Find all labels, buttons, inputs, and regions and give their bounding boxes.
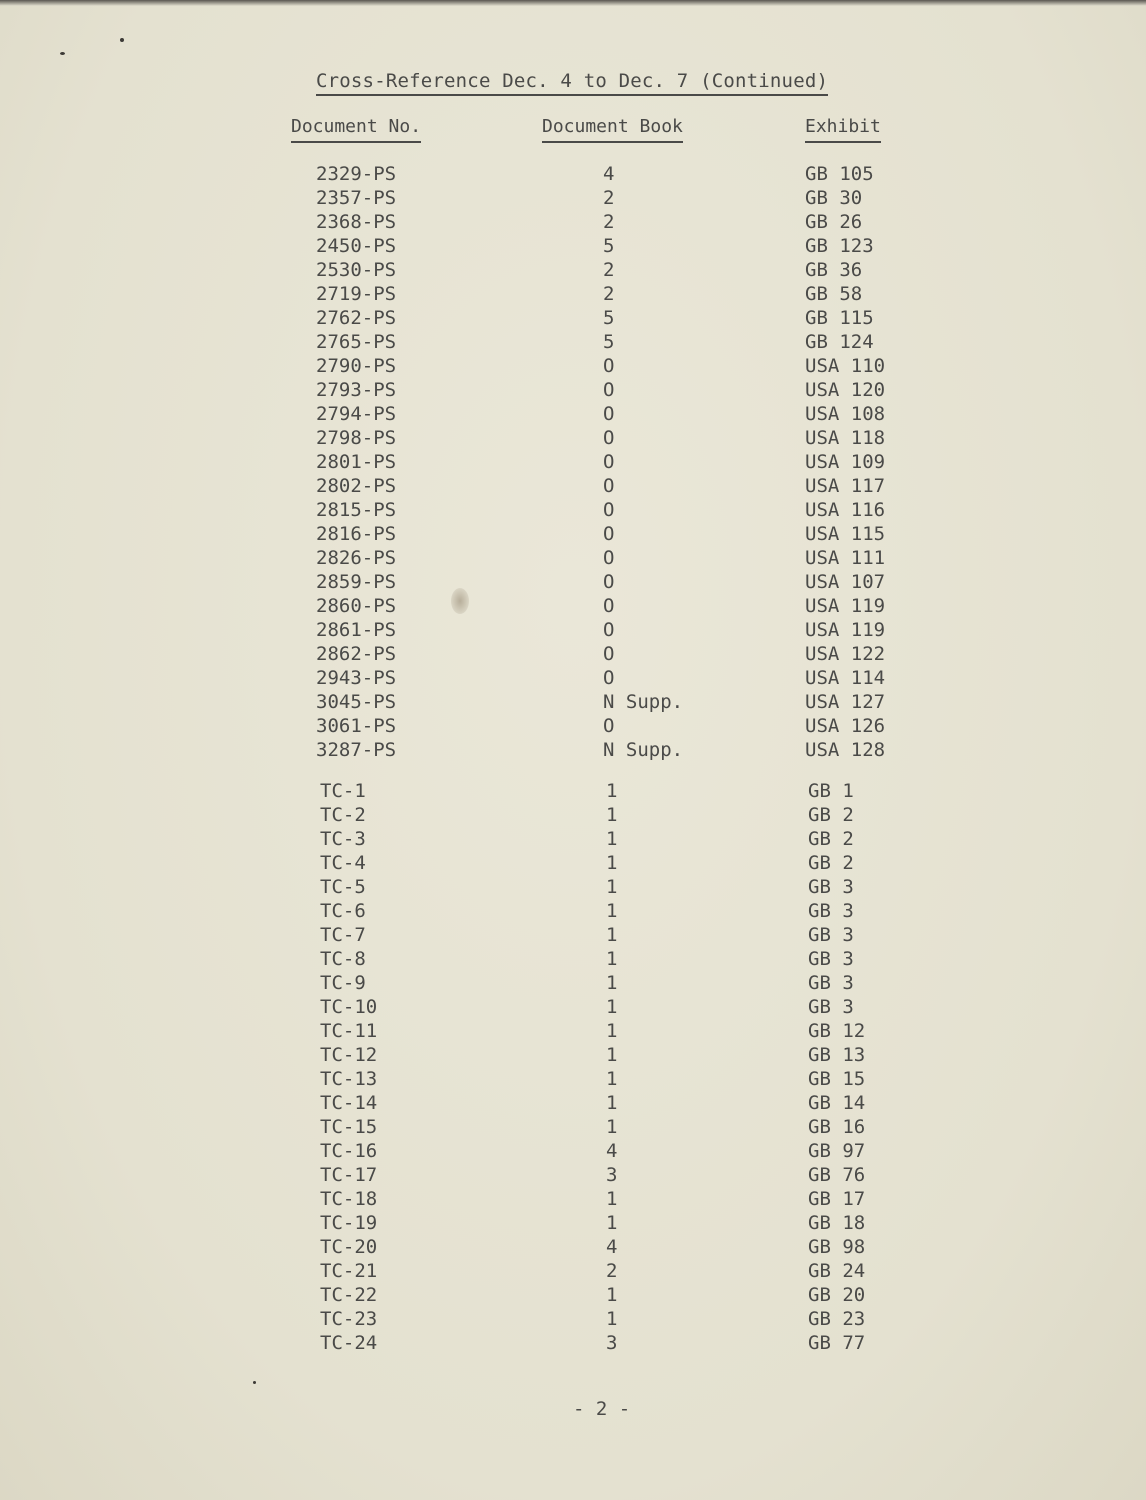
exhibit-cell: USA 118 xyxy=(805,427,886,449)
document-book-cell: 3 xyxy=(606,1332,618,1354)
document-book-cell: 1 xyxy=(606,780,618,802)
table-row xyxy=(0,282,1146,306)
document-no-cell: 2861-PS xyxy=(316,619,397,641)
table-row xyxy=(0,690,1146,714)
document-no-cell: TC-14 xyxy=(320,1092,378,1114)
exhibit-cell: USA 109 xyxy=(805,451,886,473)
exhibit-cell: USA 120 xyxy=(805,379,886,401)
document-book-cell: O xyxy=(603,451,615,473)
table-row xyxy=(0,1211,1146,1235)
exhibit-cell: GB 3 xyxy=(808,972,854,994)
table-row xyxy=(0,947,1146,971)
document-book-cell: 3 xyxy=(606,1164,618,1186)
document-no-cell: 3287-PS xyxy=(316,739,397,761)
document-no-cell: 2826-PS xyxy=(316,547,397,569)
exhibit-cell: GB 98 xyxy=(808,1236,866,1258)
document-no-cell: 2530-PS xyxy=(316,259,397,281)
table-row xyxy=(0,618,1146,642)
exhibit-cell: USA 115 xyxy=(805,523,886,545)
document-book-cell: 1 xyxy=(606,852,618,874)
document-book-cell: 5 xyxy=(603,331,615,353)
document-no-cell: TC-22 xyxy=(320,1284,378,1306)
document-book-cell: O xyxy=(603,427,615,449)
document-no-cell: TC-1 xyxy=(320,780,366,802)
document-no-cell: 2357-PS xyxy=(316,187,397,209)
document-book-cell: 1 xyxy=(606,1092,618,1114)
document-book-cell: 1 xyxy=(606,1284,618,1306)
document-no-cell: TC-11 xyxy=(320,1020,378,1042)
document-no-cell: 2943-PS xyxy=(316,667,397,689)
document-book-cell: N Supp. xyxy=(603,739,684,761)
document-no-cell: 3061-PS xyxy=(316,715,397,737)
table-row xyxy=(0,570,1146,594)
document-no-cell: 2815-PS xyxy=(316,499,397,521)
table-row xyxy=(0,642,1146,666)
table-row xyxy=(0,1259,1146,1283)
exhibit-cell: GB 105 xyxy=(805,163,874,185)
document-book-cell: 1 xyxy=(606,804,618,826)
document-no-cell: TC-10 xyxy=(320,996,378,1018)
document-book-cell: N Supp. xyxy=(603,691,684,713)
document-no-cell: 2862-PS xyxy=(316,643,397,665)
document-no-cell: 2762-PS xyxy=(316,307,397,329)
exhibit-cell: GB 3 xyxy=(808,948,854,970)
document-book-cell: 5 xyxy=(603,235,615,257)
document-no-cell: 3045-PS xyxy=(316,691,397,713)
page-title: Cross-Reference Dec. 4 to Dec. 7 (Continued) xyxy=(316,70,828,96)
document-book-cell: O xyxy=(603,547,615,569)
table-row xyxy=(0,306,1146,330)
exhibit-cell: USA 116 xyxy=(805,499,886,521)
document-no-cell: 2798-PS xyxy=(316,427,397,449)
exhibit-cell: GB 26 xyxy=(805,211,863,233)
table-row xyxy=(0,1043,1146,1067)
table-row xyxy=(0,1067,1146,1091)
table-row xyxy=(0,594,1146,618)
table-row xyxy=(0,827,1146,851)
table-row xyxy=(0,779,1146,803)
header-document-no: Document No. xyxy=(291,116,421,143)
exhibit-cell: GB 123 xyxy=(805,235,874,257)
exhibit-cell: GB 3 xyxy=(808,924,854,946)
exhibit-cell: GB 58 xyxy=(805,283,863,305)
table-row xyxy=(0,738,1146,762)
exhibit-cell: GB 23 xyxy=(808,1308,866,1330)
document-book-cell: 2 xyxy=(603,283,615,305)
document-book-cell: 1 xyxy=(606,828,618,850)
exhibit-cell: GB 115 xyxy=(805,307,874,329)
table-row xyxy=(0,1331,1146,1355)
document-no-cell: TC-17 xyxy=(320,1164,378,1186)
exhibit-cell: GB 3 xyxy=(808,876,854,898)
document-no-cell: TC-23 xyxy=(320,1308,378,1330)
table-row xyxy=(0,402,1146,426)
document-book-cell: O xyxy=(603,403,615,425)
document-no-cell: TC-19 xyxy=(320,1212,378,1234)
table-row xyxy=(0,1139,1146,1163)
exhibit-cell: GB 14 xyxy=(808,1092,866,1114)
document-book-cell: 2 xyxy=(603,187,615,209)
document-book-cell: O xyxy=(603,523,615,545)
exhibit-cell: USA 117 xyxy=(805,475,886,497)
document-book-cell: 1 xyxy=(606,900,618,922)
page-top-edge xyxy=(0,0,1146,6)
exhibit-cell: GB 97 xyxy=(808,1140,866,1162)
exhibit-cell: USA 119 xyxy=(805,619,886,641)
exhibit-cell: USA 114 xyxy=(805,667,886,689)
document-book-cell: 2 xyxy=(603,259,615,281)
exhibit-cell: USA 122 xyxy=(805,643,886,665)
document-book-cell: O xyxy=(603,667,615,689)
table-row xyxy=(0,450,1146,474)
exhibit-cell: GB 18 xyxy=(808,1212,866,1234)
exhibit-cell: USA 108 xyxy=(805,403,886,425)
tc-documents-table xyxy=(0,779,1146,1355)
exhibit-cell: USA 110 xyxy=(805,355,886,377)
table-row xyxy=(0,666,1146,690)
document-no-cell: TC-15 xyxy=(320,1116,378,1138)
document-no-cell: TC-3 xyxy=(320,828,366,850)
document-no-cell: 2329-PS xyxy=(316,163,397,185)
exhibit-cell: GB 2 xyxy=(808,804,854,826)
page-number: - 2 - xyxy=(573,1398,631,1420)
document-no-cell: TC-5 xyxy=(320,876,366,898)
exhibit-cell: USA 128 xyxy=(805,739,886,761)
document-no-cell: 2793-PS xyxy=(316,379,397,401)
document-book-cell: O xyxy=(603,475,615,497)
document-no-cell: TC-7 xyxy=(320,924,366,946)
exhibit-cell: USA 127 xyxy=(805,691,886,713)
table-row xyxy=(0,1115,1146,1139)
document-book-cell: O xyxy=(603,355,615,377)
table-row xyxy=(0,522,1146,546)
document-book-cell: 1 xyxy=(606,1020,618,1042)
document-no-cell: 2765-PS xyxy=(316,331,397,353)
ink-speck xyxy=(253,1381,256,1384)
document-no-cell: TC-21 xyxy=(320,1260,378,1282)
ps-documents-table xyxy=(0,162,1146,762)
document-no-cell: 2719-PS xyxy=(316,283,397,305)
document-no-cell: TC-12 xyxy=(320,1044,378,1066)
document-book-cell: 4 xyxy=(606,1236,618,1258)
exhibit-cell: GB 77 xyxy=(808,1332,866,1354)
table-row xyxy=(0,803,1146,827)
document-book-cell: 1 xyxy=(606,1308,618,1330)
document-book-cell: O xyxy=(603,499,615,521)
document-no-cell: TC-18 xyxy=(320,1188,378,1210)
exhibit-cell: GB 2 xyxy=(808,828,854,850)
document-book-cell: O xyxy=(603,619,615,641)
document-book-cell: 4 xyxy=(603,163,615,185)
exhibit-cell: USA 119 xyxy=(805,595,886,617)
exhibit-cell: GB 3 xyxy=(808,996,854,1018)
table-row xyxy=(0,162,1146,186)
document-no-cell: TC-8 xyxy=(320,948,366,970)
table-row xyxy=(0,923,1146,947)
table-row xyxy=(0,186,1146,210)
table-row xyxy=(0,378,1146,402)
document-book-cell: 2 xyxy=(603,211,615,233)
document-book-cell: 5 xyxy=(603,307,615,329)
table-row xyxy=(0,1163,1146,1187)
table-row xyxy=(0,875,1146,899)
exhibit-cell: GB 1 xyxy=(808,780,854,802)
document-book-cell: 1 xyxy=(606,1188,618,1210)
document-no-cell: 2801-PS xyxy=(316,451,397,473)
document-no-cell: 2860-PS xyxy=(316,595,397,617)
document-no-cell: TC-13 xyxy=(320,1068,378,1090)
document-book-cell: O xyxy=(603,571,615,593)
document-book-cell: O xyxy=(603,595,615,617)
document-book-cell: 1 xyxy=(606,1068,618,1090)
table-row xyxy=(0,1307,1146,1331)
table-row xyxy=(0,1091,1146,1115)
table-row xyxy=(0,546,1146,570)
exhibit-cell: GB 16 xyxy=(808,1116,866,1138)
table-row xyxy=(0,995,1146,1019)
document-book-cell: 2 xyxy=(606,1260,618,1282)
document-no-cell: 2790-PS xyxy=(316,355,397,377)
document-book-cell: 1 xyxy=(606,948,618,970)
document-book-cell: 1 xyxy=(606,1116,618,1138)
document-no-cell: 2450-PS xyxy=(316,235,397,257)
table-row xyxy=(0,1187,1146,1211)
exhibit-cell: GB 3 xyxy=(808,900,854,922)
exhibit-cell: USA 107 xyxy=(805,571,886,593)
document-no-cell: TC-2 xyxy=(320,804,366,826)
document-book-cell: 1 xyxy=(606,1212,618,1234)
exhibit-cell: GB 36 xyxy=(805,259,863,281)
exhibit-cell: USA 126 xyxy=(805,715,886,737)
table-row xyxy=(0,354,1146,378)
table-row xyxy=(0,234,1146,258)
exhibit-cell: GB 24 xyxy=(808,1260,866,1282)
exhibit-cell: GB 13 xyxy=(808,1044,866,1066)
document-book-cell: O xyxy=(603,715,615,737)
document-book-cell: 1 xyxy=(606,924,618,946)
document-book-cell: 1 xyxy=(606,972,618,994)
exhibit-cell: GB 20 xyxy=(808,1284,866,1306)
exhibit-cell: GB 30 xyxy=(805,187,863,209)
table-row xyxy=(0,1235,1146,1259)
header-exhibit: Exhibit xyxy=(805,116,881,143)
document-no-cell: TC-9 xyxy=(320,972,366,994)
exhibit-cell: GB 124 xyxy=(805,331,874,353)
table-row xyxy=(0,971,1146,995)
header-document-book: Document Book xyxy=(542,116,683,143)
ink-speck xyxy=(120,38,124,42)
document-no-cell: 2859-PS xyxy=(316,571,397,593)
table-row xyxy=(0,1283,1146,1307)
document-book-cell: O xyxy=(603,379,615,401)
exhibit-cell: GB 15 xyxy=(808,1068,866,1090)
table-row xyxy=(0,714,1146,738)
document-no-cell: 2368-PS xyxy=(316,211,397,233)
document-no-cell: 2794-PS xyxy=(316,403,397,425)
document-book-cell: O xyxy=(603,643,615,665)
document-book-cell: 4 xyxy=(606,1140,618,1162)
table-row xyxy=(0,851,1146,875)
exhibit-cell: GB 76 xyxy=(808,1164,866,1186)
document-no-cell: TC-20 xyxy=(320,1236,378,1258)
document-no-cell: TC-16 xyxy=(320,1140,378,1162)
exhibit-cell: GB 17 xyxy=(808,1188,866,1210)
table-row xyxy=(0,899,1146,923)
exhibit-cell: GB 12 xyxy=(808,1020,866,1042)
exhibit-cell: GB 2 xyxy=(808,852,854,874)
table-row xyxy=(0,426,1146,450)
document-no-cell: TC-6 xyxy=(320,900,366,922)
ink-speck xyxy=(60,52,65,55)
document-book-cell: 1 xyxy=(606,996,618,1018)
exhibit-cell: USA 111 xyxy=(805,547,886,569)
table-row xyxy=(0,258,1146,282)
table-row xyxy=(0,210,1146,234)
table-row xyxy=(0,498,1146,522)
document-book-cell: 1 xyxy=(606,876,618,898)
document-no-cell: 2802-PS xyxy=(316,475,397,497)
table-row xyxy=(0,1019,1146,1043)
document-book-cell: 1 xyxy=(606,1044,618,1066)
document-no-cell: TC-24 xyxy=(320,1332,378,1354)
document-no-cell: TC-4 xyxy=(320,852,366,874)
document-no-cell: 2816-PS xyxy=(316,523,397,545)
table-row xyxy=(0,474,1146,498)
table-row xyxy=(0,330,1146,354)
